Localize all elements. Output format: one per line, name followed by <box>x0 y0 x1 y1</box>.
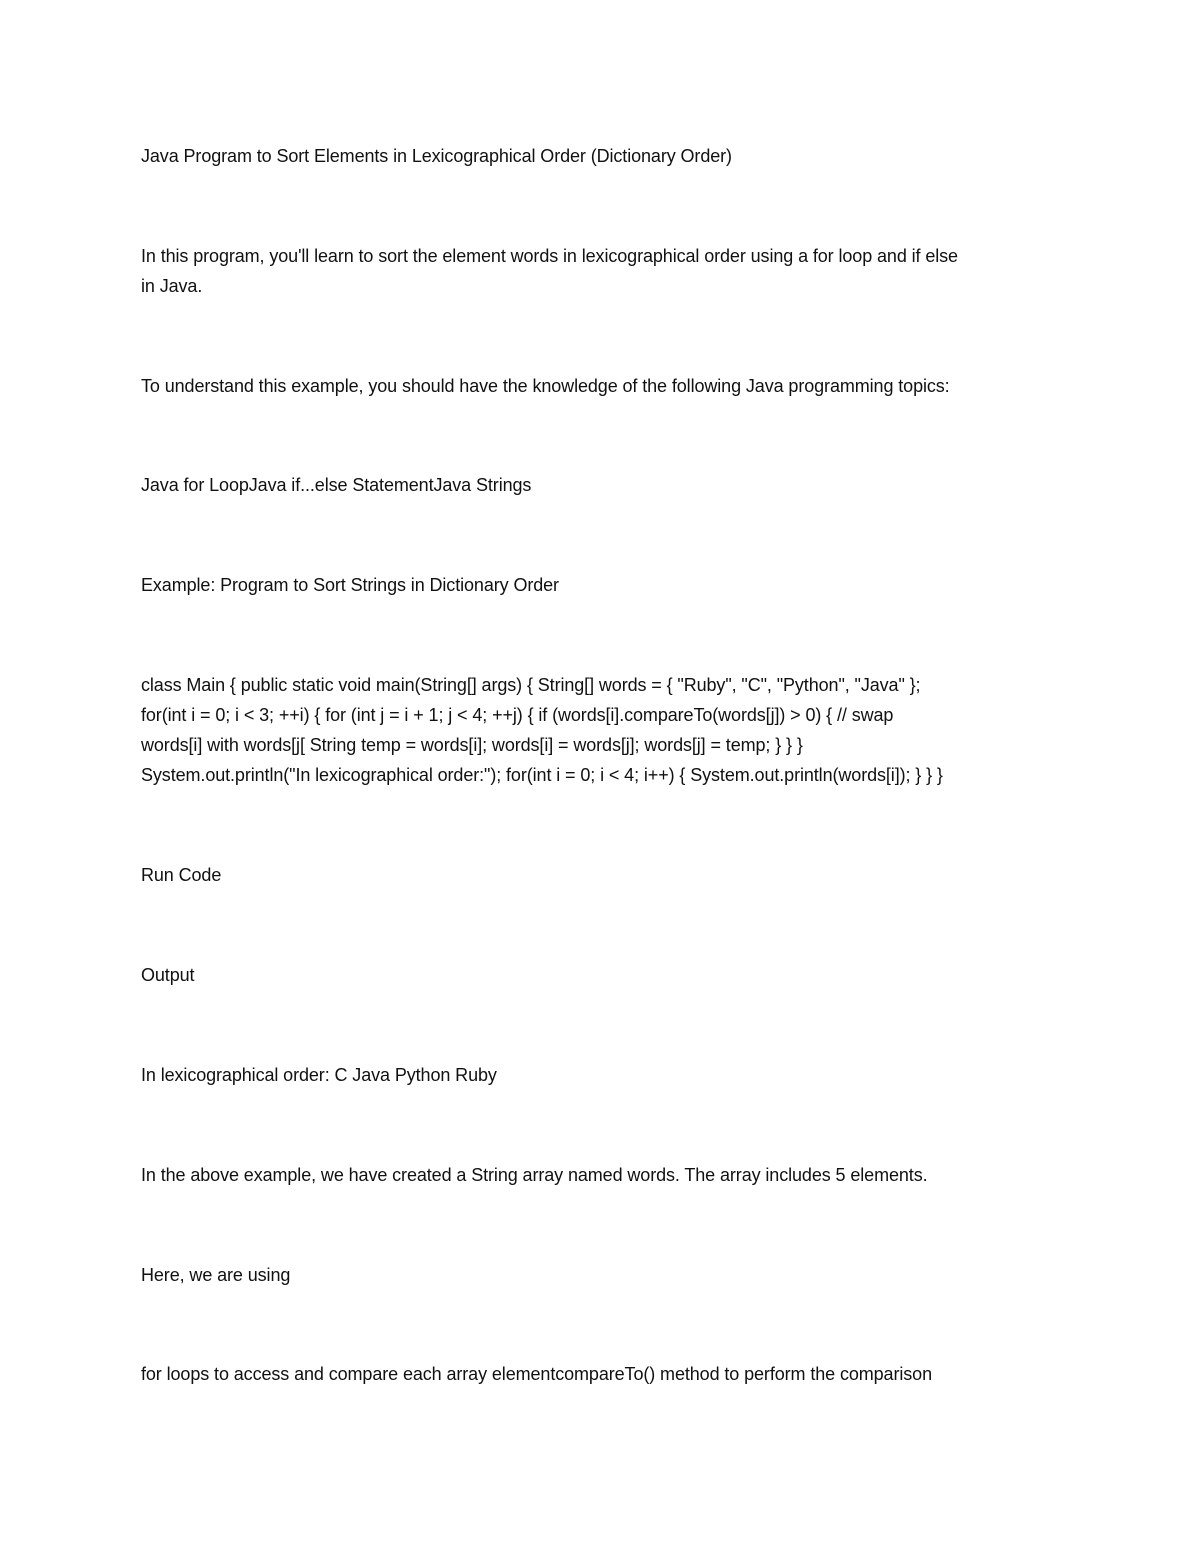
output-value: In lexicographical order: C Java Python Ruby <box>141 1065 497 1085</box>
output-label: Output <box>141 965 195 985</box>
using-intro: Here, we are using <box>141 1265 291 1285</box>
document-title: Java Program to Sort Elements in Lexicographical Order (Dictionary Order) <box>141 146 732 166</box>
using-details: for loops to access and compare each array elementcompareTo() method to perform the comparison <box>141 1364 932 1384</box>
run-code-label: Run Code <box>141 865 222 885</box>
code-block <box>141 670 1071 790</box>
prerequisites-intro: To understand this example, you should have the knowledge of the following Java programming topics: <box>141 376 950 396</box>
code-line: class Main { public static void main(String[] args) { String[] words = { "Ruby", "C", "Python", "Java" }; <box>141 675 921 695</box>
example-heading: Example: Program to Sort Strings in Dictionary Order <box>141 575 559 595</box>
intro-line-2: in Java. <box>141 276 203 296</box>
code-line: System.out.println("In lexicographical order:"); for(int i = 0; i < 4; i++) { System.out.println(words[i]); } } } <box>141 765 943 785</box>
intro-paragraph <box>141 241 1071 301</box>
code-line: words[i] with words[j[ String temp = words[i]; words[i] = words[j]; words[j] = temp; } } } <box>141 735 803 755</box>
topics-list: Java for LoopJava if...else StatementJava Strings <box>141 475 532 495</box>
intro-line-1: In this program, you'll learn to sort the element words in lexicographical order using a for loop and if else <box>141 246 958 266</box>
code-line: for(int i = 0; i < 3; ++i) { for (int j = i + 1; j < 4; ++j) { if (words[i].compareTo(words[j]) > 0) { // swap <box>141 705 894 725</box>
explanation-paragraph: In the above example, we have created a String array named words. The array includes 5 elements. <box>141 1165 928 1185</box>
